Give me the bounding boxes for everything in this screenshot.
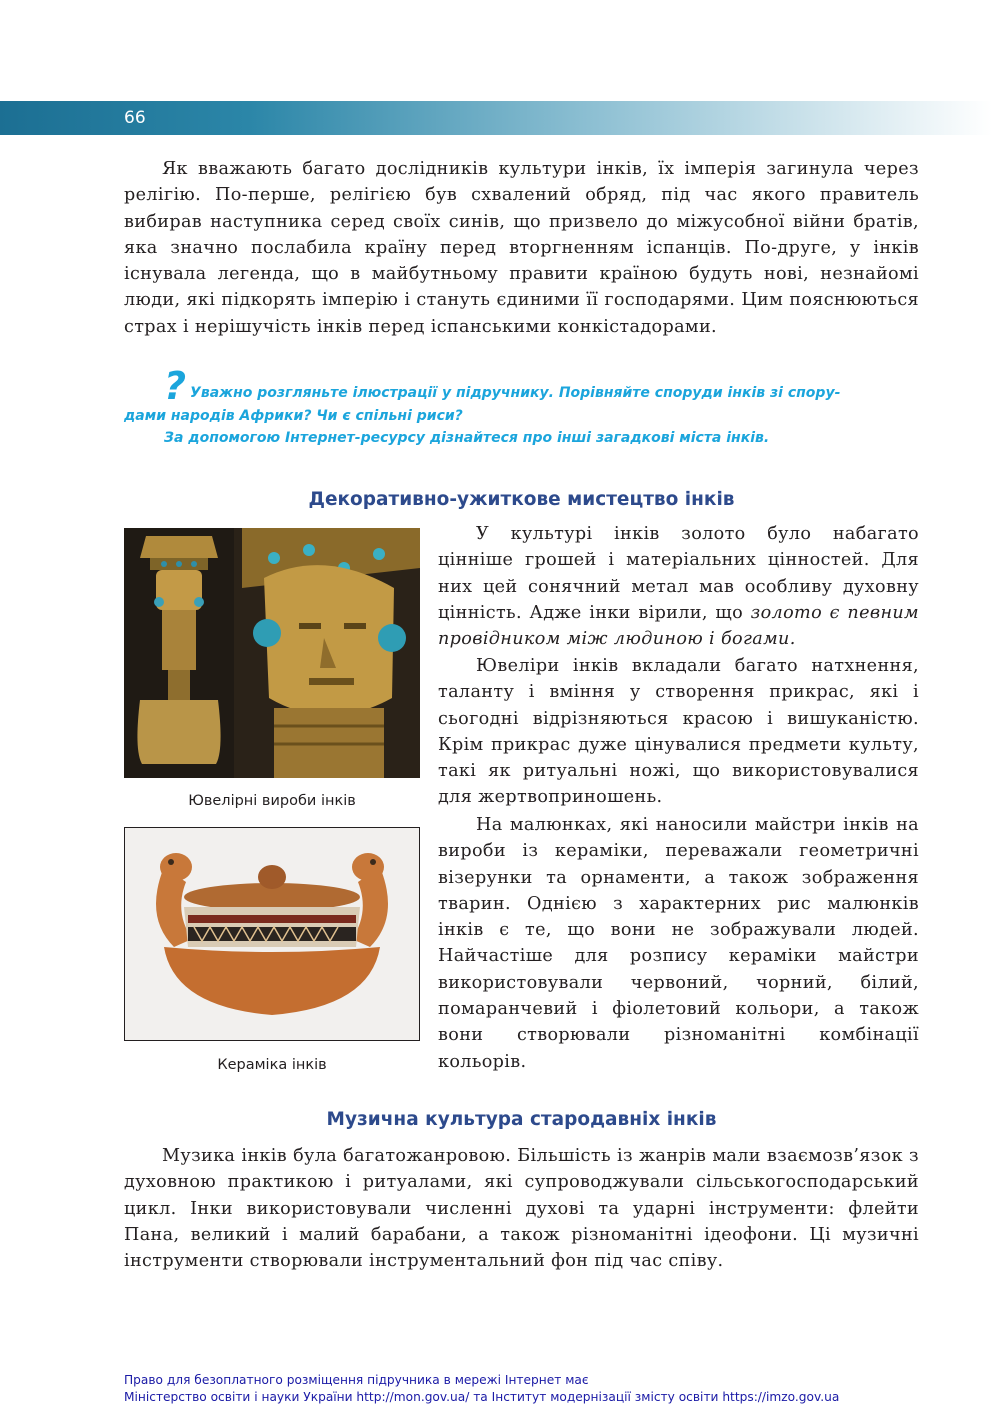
ceramics-figure [124,827,420,1041]
footer-line-1: Право для безоплатного розміщення підручника в мережі Інтернет має [124,1373,589,1387]
emphasis-text: золото є певним провідником між людиною і богами. [438,602,919,650]
decorative-paragraph-2: Ювеліри інків вкладали багато натхнення, таланту і вміння у створення прикрас, які і сьогодні відрізняються красою і вишуканістю. Крім прикрас дуже цінувалися предмети культу, такі як ритуальні ножі, що використовувалися для жертвоприношень. [438,656,919,808]
footer-line-2: Міністерство освіти і науки України http://mon.gov.ua/ та Інститут модернізації змісту освіти https://imzo.gov.ua [124,1389,840,1404]
decorative-paragraph-1: У культурі інків золото було набагато цінніше грошей і матеріальних цінностей. Для них цей сонячний метал мав особливу духовну цінність. Адже інки вірили, що золото є певним провідником між людиною і богами. [438,524,919,650]
music-paragraph: Музика інків була багатожанровою. Більшість із жанрів мали взаємозв’язок з духовною практикою і ритуалами, які супроводжували сільськогосподарський цикл. Інки використовували численні духові та ударні інструменти: флейти Пана, великий і малий барабани, а також різноманітні ідеофони. Ці музичні інструменти створювали інструментальний фон під час співу. [124,1146,919,1272]
section-title-decorative: Декоративно-ужиткове мистецтво інків [308,489,735,510]
task-block [124,364,919,450]
decorative-paragraph-3: На малюнках, які наносили майстри інків на вироби із кераміки, переважали геометричні візерунки та орнаменти, а також зображення тварин. Однією з характерних рис малюнків інків є те, що вони не зображували людей. Найчастіше для розпису кераміки майстри використовували червоний, чорний, білий, помаранчевий і фіолетовий кольори, а також вони створювали різноманітні комбінації кольорів. [438,815,919,1072]
footer-license-note [124,1372,839,1405]
header-band [0,101,992,135]
page-number: 66 [124,108,146,128]
task-line-2: дами народів Африки? Чи є спільні риси? [124,407,463,424]
intro-paragraph: Як вважають багато дослідників культури інків, їх імперія загинула через релігію. По-перше, релігією був схвалений обряд, під час якого правитель вибирав наступника серед своїх синів, що призвело до міжусобної війни братів, яка значно послабила країну перед вторгненням іспанців. По-друге, у інків існувала легенда, що в майбутньому правити країною будуть нові, незнайомі люди, які підкорять імперію і стануть єдиними її господарями. Цим пояснюються страх і нерішучість інків перед іспанськими конкістадорами. [124,159,919,337]
jewelry-figure [124,528,420,778]
figure-caption-jewelry: Ювелірні вироби інків [188,793,356,809]
section-title-music: Музична культура стародавніх інків [326,1109,717,1130]
figure-caption-ceramics: Кераміка інків [217,1057,327,1073]
task-line-3: За допомогою Інтернет-ресурсу дізнайтеся про інші загадкові міста інків. [164,430,770,446]
task-line-1: Уважно розгляньте ілюстрації у підручнику. Порівняйте споруди інків зі спору- [190,385,841,401]
question-mark-icon: ? [164,364,187,408]
